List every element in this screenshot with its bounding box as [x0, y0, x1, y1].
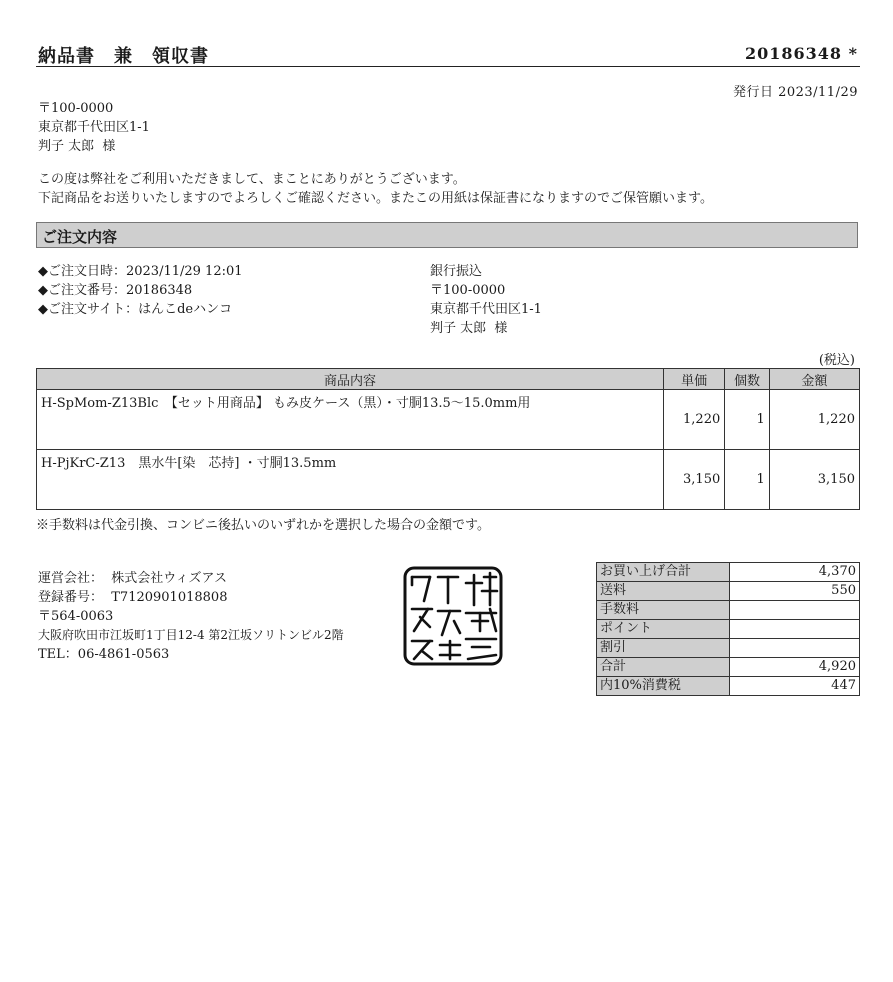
item-unit-price: 1,220: [664, 390, 725, 450]
item-amount: 3,150: [769, 450, 859, 510]
totals-value: 4,370: [730, 563, 860, 582]
totals-label: 手数料: [597, 601, 730, 620]
tax-included-note: (税込): [818, 353, 855, 368]
customer-address-block: [38, 99, 150, 156]
item-qty: 1: [725, 450, 770, 510]
items-table: [36, 368, 860, 510]
totals-label: 合計: [597, 658, 730, 677]
document-title: 納品書 兼 領収書: [38, 46, 209, 67]
company-postal: 〒564-0063: [38, 609, 114, 624]
order-section-title: ご注文内容: [42, 228, 118, 246]
document-number: 20186348 *: [745, 44, 858, 63]
totals-row: [597, 620, 860, 639]
customer-name: 判子 太郎 様: [38, 139, 116, 154]
totals-value: 550: [730, 582, 860, 601]
payment-shipping-info: [430, 262, 542, 338]
order-info-list: [38, 262, 243, 319]
order-number: ◆ご注文番号：20186348: [38, 283, 193, 298]
customer-postal: 〒100-0000: [38, 101, 114, 116]
table-row: [37, 450, 860, 510]
column-header-amount: 金額: [769, 369, 859, 390]
company-operator: 運営会社： 株式会社ウィズアス: [38, 571, 227, 586]
header-divider: [36, 66, 860, 67]
issue-date: 発行日 2023/11/29: [732, 85, 858, 100]
item-unit-price: 3,150: [664, 450, 725, 510]
table-row: [37, 390, 860, 450]
item-name: H-SpMom-Z13Blc 【セット用商品】 もみ皮ケース（黒）・寸胴13.5～15.0mm用: [37, 390, 664, 450]
company-address: 大阪府吹田市江坂町1丁目12-4 第2江坂ソリトンビル2階: [38, 628, 344, 642]
item-name: H-PjKrC-Z13 黒水牛[染 芯持] ・寸胴13.5mm: [37, 450, 664, 510]
totals-row: [597, 677, 860, 696]
order-section-header: [36, 222, 858, 248]
greeting-line: この度は弊社をご利用いただきまして、まことにありがとうございます。: [38, 172, 466, 187]
order-datetime: ◆ご注文日時：2023/11/29 12:01: [38, 264, 243, 279]
payment-method: 銀行振込: [430, 264, 483, 279]
totals-value: [730, 601, 860, 620]
shipping-postal: 〒100-0000: [430, 283, 506, 298]
totals-row: [597, 639, 860, 658]
totals-row: [597, 658, 860, 677]
totals-value: [730, 639, 860, 658]
totals-value: 447: [730, 677, 860, 696]
totals-row: [597, 601, 860, 620]
item-amount: 1,220: [769, 390, 859, 450]
totals-label: 送料: [597, 582, 730, 601]
totals-value: [730, 620, 860, 639]
totals-label: 割引: [597, 639, 730, 658]
shipping-name: 判子 太郎 様: [430, 321, 508, 336]
greeting-line: 下記商品をお送りいたしますのでよろしくご確認ください。またこの用紙は保証書になりますのでご保管願います。: [38, 191, 713, 206]
totals-label: 内10%消費税: [597, 677, 730, 696]
totals-row: [597, 582, 860, 601]
column-header-qty: 個数: [725, 369, 770, 390]
column-header-unit-price: 単価: [664, 369, 725, 390]
company-tel: TEL：06-4861-0563: [38, 647, 170, 662]
items-table-header: [37, 369, 860, 390]
totals-row: [597, 563, 860, 582]
greeting-message: [38, 170, 713, 208]
company-info: [38, 569, 344, 664]
totals-table: [596, 562, 860, 696]
company-registration: 登録番号： T7120901018808: [38, 590, 228, 605]
shipping-address: 東京都千代田区1-1: [430, 302, 542, 317]
fee-note: ※手数料は代金引換、コンビニ後払いのいずれかを選択した場合の金額です。: [36, 518, 490, 533]
column-header-item: 商品内容: [37, 369, 664, 390]
item-qty: 1: [725, 390, 770, 450]
totals-value: 4,920: [730, 658, 860, 677]
totals-label: お買い上げ合計: [597, 563, 730, 582]
company-seal-stamp-icon: [402, 565, 504, 667]
totals-label: ポイント: [597, 620, 730, 639]
order-site: ◆ご注文サイト：はんこdeハンコ: [38, 302, 233, 317]
customer-address: 東京都千代田区1-1: [38, 120, 150, 135]
